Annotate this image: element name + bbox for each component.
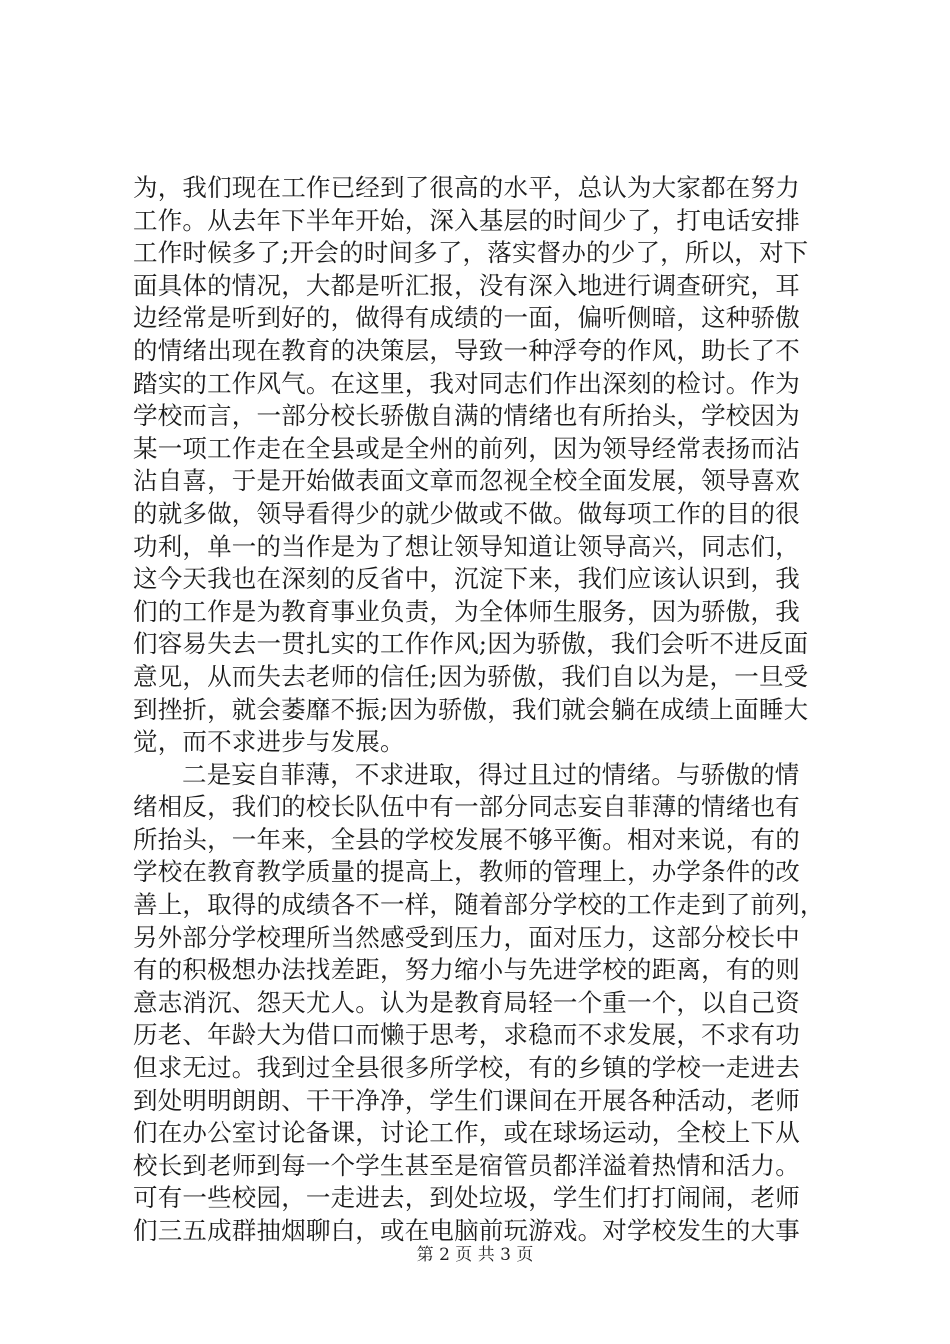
text-line: 工作。从去年下半年开始，深入基层的时间少了，打电话安排 [133, 205, 800, 235]
text-line: 觉，而不求进步与发展。 [133, 727, 405, 757]
text-line: 可有一些校园，一走进去，到处垃圾，学生们打打闹闹，老师 [133, 1183, 800, 1213]
text-line: 们三五成群抽烟聊白，或在电脑前玩游戏。对学校发生的大事 [133, 1216, 800, 1245]
text-line: 校长到老师到每一个学生甚至是宿管员都洋溢着热情和活力。 [133, 1150, 800, 1180]
text-line: 工作时候多了;开会的时间多了，落实督办的少了，所以，对下 [133, 238, 809, 268]
text-line: 功利，单一的当作是为了想让领导知道让领导高兴，同志们， [133, 531, 800, 561]
text-line: 这今天我也在深刻的反省中，沉淀下来，我们应该认识到，我 [133, 564, 800, 594]
text-line: 们在办公室讨论备课，讨论工作，或在球场运动，全校上下从 [133, 1118, 800, 1148]
text-line: 意志消沉、怨天尤人。认为是教育局轻一个重一个，以自己资 [133, 987, 800, 1017]
text-line: 们容易失去一贯扎实的工作作风;因为骄傲，我们会听不进反面 [133, 629, 809, 659]
text-line: 的就多做，领导看得少的就少做或不做。做每项工作的目的很 [133, 498, 800, 528]
text-line: 的情绪出现在教育的决策层，导致一种浮夸的作风，助长了不 [133, 335, 800, 365]
text-line: 面具体的情况，大都是听汇报，没有深入地进行调查研究，耳 [133, 270, 800, 300]
text-line: 意见，从而失去老师的信任;因为骄傲，我们自以为是，一旦受 [133, 661, 809, 691]
text-line: 到挫折，就会萎靡不振;因为骄傲，我们就会躺在成绩上面睡大 [133, 694, 809, 724]
text-line: 为，我们现在工作已经到了很高的水平，总认为大家都在努力 [133, 173, 800, 202]
text-line: 另外部分学校理所当然感受到压力，面对压力，这部分校长中 [133, 922, 800, 952]
text-line: 某一项工作走在全县或是全州的前列，因为领导经常表扬而沾 [133, 433, 800, 463]
text-line: 绪相反，我们的校长队伍中有一部分同志妄自菲薄的情绪也有 [133, 792, 800, 822]
text-line: 所抬头，一年来，全县的学校发展不够平衡。相对来说，有的 [133, 824, 800, 854]
body-text [133, 172, 833, 1248]
text-line: 学校而言，一部分校长骄傲自满的情绪也有所抬头，学校因为 [133, 401, 800, 431]
paragraph-start-line: 二是妄自菲薄，不求进取，得过且过的情绪。与骄傲的情 [182, 759, 800, 789]
text-line: 学校在教育教学质量的提高上，教师的管理上，办学条件的改 [133, 857, 800, 887]
text-line: 但求无过。我到过全县很多所学校，有的乡镇的学校一走进去 [133, 1053, 800, 1083]
text-line: 沾自喜，于是开始做表面文章而忽视全校全面发展，领导喜欢 [133, 466, 800, 496]
text-line: 边经常是听到好的，做得有成绩的一面，偏听侧暗，这种骄傲 [133, 303, 800, 333]
text-line: 踏实的工作风气。在这里，我对同志们作出深刻的检讨。作为 [133, 368, 800, 398]
text-line: 到处明明朗朗、干干净净，学生们课间在开展各种活动，老师 [133, 1085, 800, 1115]
page-number-footer: 第 2 页 共 3 页 [416, 1245, 534, 1265]
text-line: 历老、年龄大为借口而懒于思考，求稳而不求发展，不求有功 [133, 1020, 800, 1050]
text-line: 有的积极想办法找差距，努力缩小与先进学校的距离，有的则 [133, 955, 800, 985]
text-line: 们的工作是为教育事业负责，为全体师生服务，因为骄傲，我 [133, 596, 800, 626]
text-line: 善上，取得的成绩各不一样，随着部分学校的工作走到了前列， [133, 890, 825, 920]
